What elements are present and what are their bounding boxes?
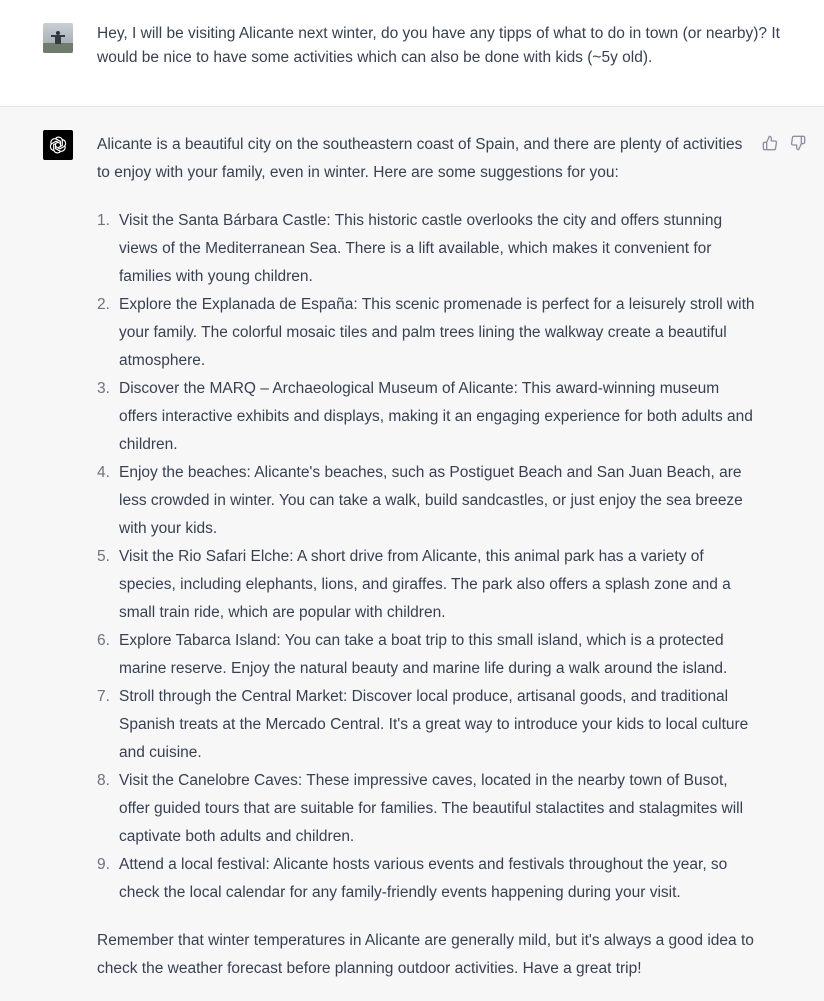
list-item bbox=[97, 767, 757, 851]
list-item-text: Discover the MARQ – Archaeological Museum of Alicante: This award-winning museum offers interactive exhibits and displays, making it an engaging experience for both adults and children. bbox=[119, 380, 753, 453]
list-item bbox=[97, 627, 757, 683]
thumbs-down-button[interactable] bbox=[789, 134, 807, 152]
list-item bbox=[97, 291, 757, 375]
assistant-outro: Remember that winter temperatures in Alicante are generally mild, but it's always a good idea to check the weather forecast before planning outdoor activities. Have a great trip! bbox=[97, 932, 754, 977]
list-item bbox=[97, 459, 757, 543]
list-item-number: 3. bbox=[97, 380, 110, 397]
thumbs-up-button[interactable] bbox=[761, 134, 779, 152]
thumbs-down-icon bbox=[790, 135, 806, 151]
list-item-text: Visit the Rio Safari Elche: A short drive from Alicante, this animal park has a variety of species, including elephants, lions, and giraffes. The park also offers a splash zone and a small train ride, which are popular with children. bbox=[119, 548, 731, 621]
list-item bbox=[97, 207, 757, 291]
list-item-number: 7. bbox=[97, 688, 110, 705]
list-item-number: 9. bbox=[97, 856, 110, 873]
list-item-text: Explore Tabarca Island: You can take a boat trip to this small island, which is a protected marine reserve. Enjoy the natural beauty and marine life during a walk around the island. bbox=[119, 632, 728, 677]
list-item-number: 1. bbox=[97, 212, 110, 229]
feedback-buttons bbox=[761, 134, 807, 152]
assistant-message-body bbox=[97, 131, 757, 983]
user-photo-avatar-icon bbox=[43, 23, 73, 53]
list-item-number: 6. bbox=[97, 632, 110, 649]
assistant-message-turn bbox=[0, 108, 824, 1001]
list-item-text: Stroll through the Central Market: Discover local produce, artisanal goods, and traditional Spanish treats at the Mercado Central. It's a great way to introduce your kids to local culture and cuisine. bbox=[119, 688, 749, 761]
suggestion-list bbox=[97, 207, 757, 907]
thumbs-up-icon bbox=[762, 135, 778, 151]
list-item-number: 5. bbox=[97, 548, 110, 565]
assistant-intro: Alicante is a beautiful city on the southeastern coast of Spain, and there are plenty of activities to enjoy with your family, even in winter. Here are some suggestions for you: bbox=[97, 136, 743, 181]
list-item-text: Enjoy the beaches: Alicante's beaches, such as Postiguet Beach and San Juan Beach, are less crowded in winter. You can take a walk, build sandcastles, or just enjoy the sea breeze with your kids. bbox=[119, 464, 743, 537]
list-item bbox=[97, 683, 757, 767]
list-item-text: Attend a local festival: Alicante hosts various events and festivals throughout the year, so check the local calendar for any family-friendly events happening during your visit. bbox=[119, 856, 728, 901]
list-item bbox=[97, 375, 757, 459]
list-item bbox=[97, 851, 757, 907]
list-item-text: Visit the Canelobre Caves: These impressive caves, located in the nearby town of Busot, offer guided tours that are suitable for families. The beautiful stalactites and stalagmites will captivate both adults and children. bbox=[119, 772, 744, 845]
list-item bbox=[97, 543, 757, 627]
list-item-text: Explore the Explanada de España: This scenic promenade is perfect for a leisurely stroll with your family. The colorful mosaic tiles and palm trees lining the walkway create a beautiful atmosphere. bbox=[119, 296, 755, 369]
assistant-avatar bbox=[43, 130, 73, 160]
openai-logo-icon bbox=[47, 134, 69, 156]
list-item-text: Visit the Santa Bárbara Castle: This historic castle overlooks the city and offers stunning views of the Mediterranean Sea. There is a lift available, which makes it convenient for families with young children. bbox=[119, 212, 723, 285]
list-item-number: 2. bbox=[97, 296, 110, 313]
list-item-number: 4. bbox=[97, 464, 110, 481]
user-message-turn bbox=[0, 0, 824, 107]
user-message-text: Hey, I will be visiting Alicante next winter, do you have any tipps of what to do in town (or nearby)? It would be nice to have some activities which can also be done with kids (~5y old). bbox=[97, 25, 780, 66]
list-item-number: 8. bbox=[97, 772, 110, 789]
user-avatar bbox=[43, 23, 73, 53]
